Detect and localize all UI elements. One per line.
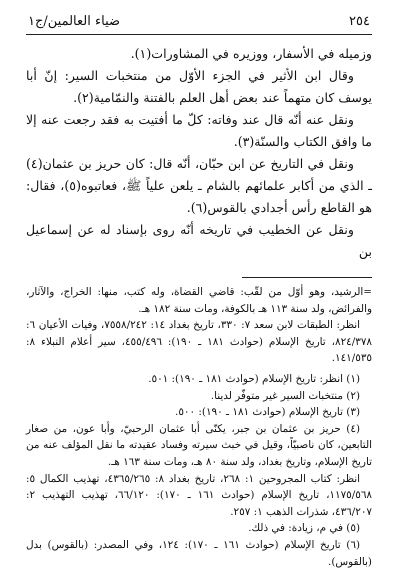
footnote: انظر: الطبقات لابن سعد ٧: ٣٣٠، تاريخ بغداد ١٤: ٧٥٥٨/٢٤٢، وفيات الأعيان ٦: ٨٢٤/٣٧٨، تاريخ الإسلام (حوادث ١٨١ ـ ١٩٠): ٤٥٥/٤٩٦، سير أعلام النبلاء ٨: ١٤١/٥٣٥. (26, 319, 372, 365)
body-paragraph: ونقل عنه أنّه قال عند وفاته: كلّ ما أفتيت به فقد رجعت عنه إلا ما وافق الكتاب والسنّة(٣). (26, 112, 372, 149)
footnote: (٢) منتخبات السير غير متوفّر لدينا. (210, 389, 360, 402)
footnote-rule (242, 277, 372, 278)
footnote: انظر: كتاب المجروحين ١: ٢٦٨، تاريخ بغداد ٨: ٤٣٦٥/٢٦٥، تهذيب الكمال ٥: ١١٧٥/٥٦٨، تاريخ الإسلام (حوادث ١٦١ ـ ١٧٠): ٦٦/١٢٠، تهذيب التهذيب ٢: ٤٣٦/٢٠٧، شذرات الذهب ١: ٢٥٧. (26, 472, 372, 518)
footnote: (٤) حريز بن عثمان بن جبر، يكنّى أبا عثمان الرحبيّ، وأبا عون، من صغار التابعين، كان ناصبيّاً، وقيل في خبث سيرته وفساد عقيدته ما نقل المؤلف عنه من تاريخ الإسلام، وتاريخ بغداد، ولد سنة ٨٠ هـ، ومات سنة ١٦٣ هـ. (26, 422, 372, 468)
header-rule (26, 34, 372, 35)
page-header (26, 14, 372, 30)
footnote: =الرشيد، وهو أوّل من لقّب: قاضي القضاة، وله كتب، منها: الخراج، والآثار، والفرائض، ولد سنة ١١٣ هـ بالكوفة، ومات سنة ١٨٢ هـ. (26, 286, 372, 315)
body-paragraph: وقال ابن الأثير في الجزء الأوّل من منتخبات السير: إنّ أبا يوسف كان متهماً عند بعض أهل العلم بالفتنة والنمّامية(٢). (26, 68, 372, 105)
page-number: ٢٥٤ (349, 14, 370, 29)
running-title: ضياء العالمين/ج١ (28, 14, 121, 29)
footnotes (26, 284, 372, 570)
footnote: (٣) تاريخ الإسلام (حوادث ١٨١ ـ ١٩٠): ٥٠٠. (175, 406, 360, 419)
footnote: (١) انظر: تاريخ الإسلام (حوادث ١٨١ ـ ١٩٠): ٥٠١. (148, 372, 360, 385)
body-paragraph: وزميله في الأسفار، ووزيره في المشاورات(١). (130, 46, 372, 61)
main-text (26, 43, 372, 263)
footnote: (٥) في م، زيادة: في ذلك. (248, 522, 360, 535)
footnote: (٦) تاريخ الإسلام (حوادث ١٦١ ـ ١٧٠): ١٢٤، وفي المصدر: (بالقوس) بدل (بالقوس). (26, 538, 372, 568)
body-paragraph: ونقل عن الخطيب في تاريخه أنّه روى بإسناد له عن إسماعيل بن (26, 222, 372, 259)
body-paragraph: ونقل في التاريخ عن ابن حبّان، أنّه قال: كان حريز بن عثمان(٤) ـ الذي من أكابر علمائهم بالشام ـ يلعن علياً ﷺ، فعاتبوه(٥)، فقال: هو القاطع رأس أجدادي بالقوس(٦). (26, 156, 372, 215)
